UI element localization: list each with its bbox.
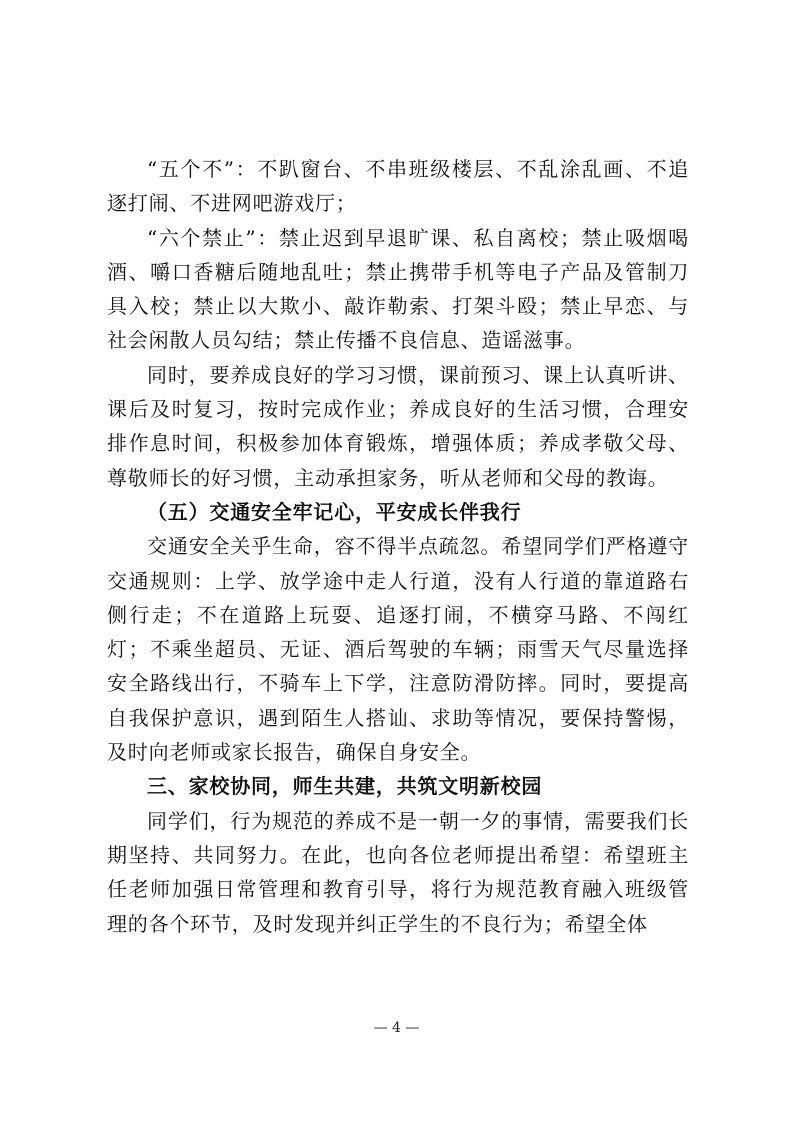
paragraph-five-nots: “五个不”：不趴窗台、不串班级楼层、不乱涂乱画、不追逐打闹、不进网吧游戏厅； xyxy=(107,157,689,216)
paragraph-traffic-safety: 交通安全关乎生命，容不得半点疏忽。希望同学们严格遵守交通规则：上学、放学途中走人行道，没有人行道的靠道路右侧行走；不在道路上玩耍、追逐打闹，不横穿马路、不闯红灯；不乘坐超员、无证、酒后驾驶的车辆；雨雪天气尽量选择安全路线出行，不骑车上下学，注意防滑防摔。同时，要提高自我保护意识，遇到陌生人搭讪、求助等情况，要保持警惕，及时向老师或家长报告，确保自身安全。 xyxy=(107,534,689,765)
section-heading-traffic-safety: （五）交通安全牢记心，平安成长伴我行 xyxy=(147,499,522,524)
paragraph-six-prohibitions: “六个禁止”：禁止迟到早退旷课、私自离校；禁止吸烟喝酒、嚼口香糖后随地乱吐；禁止携带手机等电子产品及管制刀具入校；禁止以大欺小、敲诈勒索、打架斗殴；禁止早恋、与社会闲散人员勾结；禁止传播不良信息、造谣滋事。 xyxy=(107,225,689,353)
section-heading-home-school: 三、家校协同，师生共建，共筑文明新校园 xyxy=(147,774,543,799)
document-body xyxy=(107,152,689,941)
paragraph-home-school: 同学们，行为规范的养成不是一朝一夕的事情，需要我们长期坚持、共同努力。在此，也向各位老师提出希望：希望班主任老师加强日常管理和教育引导，将行为规范教育融入班级管理的各个环节，及时发现并纠正学生的不良行为；希望全体 xyxy=(107,808,689,936)
paragraph-good-habits: 同时，要养成良好的学习习惯，课前预习、课上认真听讲、课后及时复习，按时完成作业；养成良好的生活习惯，合理安排作息时间，积极参加体育锻炼，增强体质；养成孝敬父母、尊敬师长的好习惯，主动承担家务，听从老师和父母的教诲。 xyxy=(107,362,689,490)
page-number: — 4 — xyxy=(373,1020,420,1036)
